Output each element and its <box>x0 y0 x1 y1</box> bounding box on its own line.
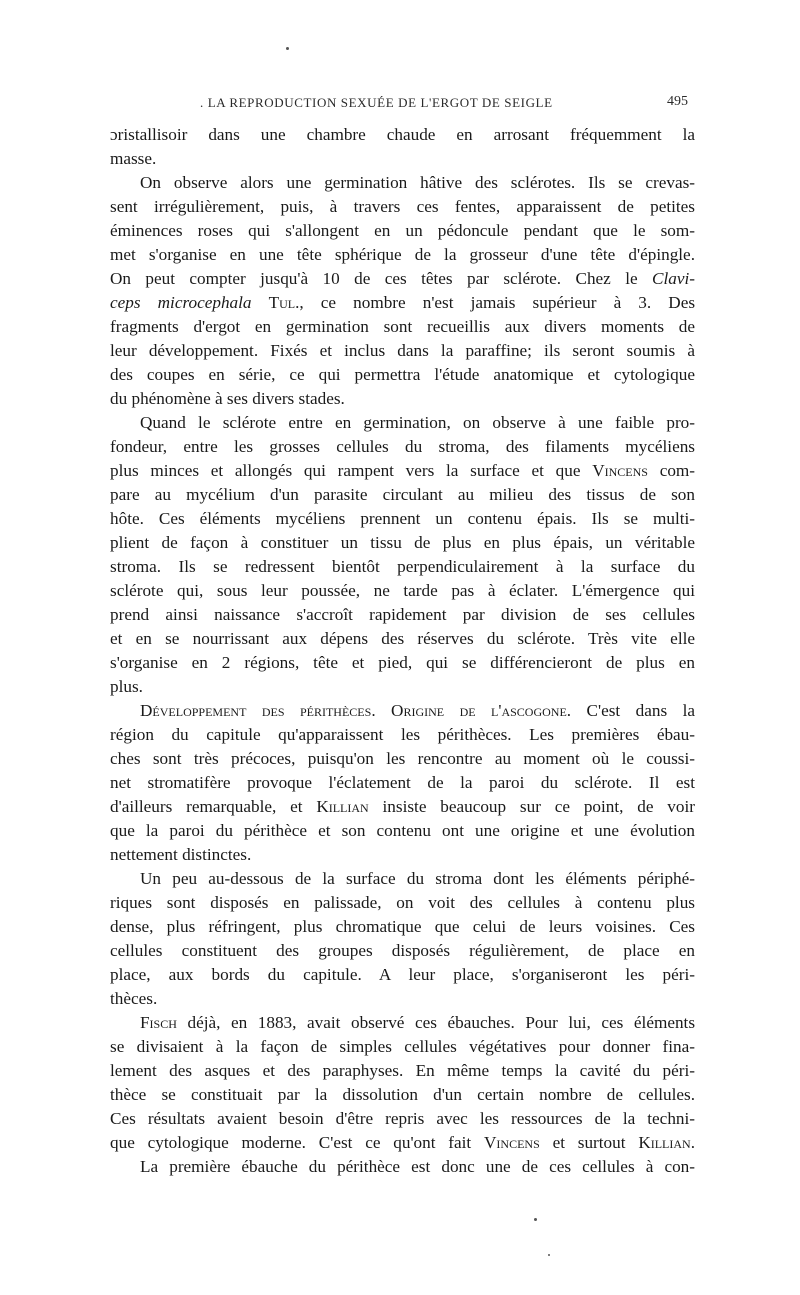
text-line: fragments d'ergot en germination sont recueillis aux divers moments de <box>110 317 695 336</box>
text-line: leur développement. Fixés et inclus dans la paraffine; ils seront soumis à <box>110 341 695 360</box>
text-line: sent irrégulièrement, puis, à travers ces fentes, apparaissent de petites <box>110 197 695 216</box>
text-line: place, aux bords du capitule. A leur place, s'organiseront les péri- <box>110 965 695 984</box>
text-line: masse. <box>110 149 157 168</box>
taxon-name: microcephala <box>157 293 252 312</box>
running-head <box>110 91 688 113</box>
text-line: net stromatifère provoque l'éclatement de la paroi du sclérote. Il est <box>110 773 695 792</box>
author-name: Vincens <box>484 1133 540 1152</box>
text-line: dense, plus réfringent, plus chromatique que celui de leurs voisines. Ces <box>110 917 695 936</box>
text-line: région du capitule qu'apparaissent les périthèces. Les premières ébau- <box>110 725 695 744</box>
text-line: s'organise en 2 régions, tête et pied, qui se différencieront de plus en <box>110 653 695 672</box>
author-name: Killian. <box>638 1133 696 1152</box>
text-line: On peut compter jusqu'à 10 de ces têtes par sclérote. Chez le Clavi- <box>110 269 696 288</box>
text-line: et en se nourrissant aux dépens des réserves du sclérote. Très vite elle <box>110 629 695 648</box>
author-name: Tul. <box>268 293 300 312</box>
paragraph-first-line: Un peu au-dessous de la surface du stroma dont les éléments périphé- <box>140 869 695 888</box>
page-number: 495 <box>667 94 688 109</box>
text-line: prend ainsi naissance s'accroît rapidement par division de ses cellules <box>110 605 695 624</box>
text-line: ches sont très précoces, puisqu'on les rencontre au moment où le coussi- <box>110 749 695 768</box>
text-line: ɔristallisoir dans une chambre chaude en arrosant fréquemment la <box>110 125 695 144</box>
paragraph-first-line: Fisch déjà, en 1883, avait observé ces ébauches. Pour lui, ces éléments <box>140 1013 696 1032</box>
section-heading: Développement des périthèces. Origine de l'ascogone. <box>140 701 572 720</box>
text-line: plus minces et allongés qui rampent vers la surface et que Vincens com- <box>110 461 696 480</box>
text-line: nettement distinctes. <box>110 845 252 864</box>
text-line: plus. <box>110 677 143 696</box>
body-text <box>110 123 695 1179</box>
paragraph-first-line: On observe alors une germination hâtive des sclérotes. Ils se crevas- <box>140 173 695 192</box>
text-line: d'ailleurs remarquable, et Killian insiste beaucoup sur ce point, de voir <box>110 797 695 816</box>
text-line: hôte. Ces éléments mycéliens prennent un contenu épais. Ils se multi- <box>110 509 695 528</box>
author-name: Vincens <box>592 461 648 480</box>
section-heading-line: Développement des périthèces. Origine de l'ascogone. C'est dans la <box>140 701 696 720</box>
taxon-name: Clavi- <box>652 269 696 288</box>
running-title: . LA REPRODUCTION SEXUÉE DE L'ERGOT DE SEIGLE <box>200 95 553 110</box>
text-line: lement des asques et des paraphyses. En même temps la cavité du péri- <box>110 1061 695 1080</box>
print-speck <box>548 1254 550 1256</box>
text-line: plient de façon à constituer un tissu de plus en plus épais, un véritable <box>110 533 695 552</box>
text-line: se divisaient à la façon de simples cellules végétatives pour donner fina- <box>110 1037 695 1056</box>
paragraph-first-line: Quand le sclérote entre en germination, on observe à une faible pro- <box>140 413 695 432</box>
text-line: des coupes en série, ce qui permettra l'étude anatomique et cytologique <box>110 365 695 384</box>
text-line: Ces résultats avaient besoin d'être repris avec les ressources de la techni- <box>110 1109 695 1128</box>
text-line: thèce se constituait par la dissolution d'un certain nombre de cellules. <box>110 1085 695 1104</box>
text-line: riques sont disposés en palissade, on voit des cellules à contenu plus <box>110 893 695 912</box>
text-line: stroma. Ils se redressent bientôt perpendiculairement à la surface du <box>110 557 695 576</box>
author-name: Fisch <box>140 1013 177 1032</box>
text-line: sclérote qui, sous leur poussée, ne tarde pas à éclater. L'émergence qui <box>110 581 695 600</box>
text-line: met s'organise en une tête sphérique de la grosseur d'une tête d'épingle. <box>110 245 695 264</box>
text-line: ceps microcephala Tul., ce nombre n'est jamais supérieur à 3. Des <box>110 293 696 312</box>
author-name: Killian <box>316 797 369 816</box>
taxon-name: ceps <box>110 293 141 312</box>
text-line: pare au mycélium d'un parasite circulant au milieu des tissus de son <box>110 485 695 504</box>
print-speck <box>286 47 289 50</box>
paragraph-first-line: La première ébauche du périthèce est donc une de ces cellules à con- <box>140 1157 695 1176</box>
text-line: que la paroi du périthèce et son contenu ont une origine et une évolution <box>110 821 695 840</box>
text-line: cellules constituent des groupes disposés régulièrement, de place en <box>110 941 695 960</box>
text-line: thèces. <box>110 989 158 1008</box>
print-speck <box>534 1218 537 1221</box>
text-line: fondeur, entre les grosses cellules du stroma, des filaments mycéliens <box>110 437 695 456</box>
text-line: du phénomène à ses divers stades. <box>110 389 345 408</box>
text-line: que cytologique moderne. C'est ce qu'ont fait Vincens et surtout Killian. <box>110 1133 696 1152</box>
text-line: éminences roses qui s'allongent en un pédoncule pendant que le som- <box>110 221 695 240</box>
